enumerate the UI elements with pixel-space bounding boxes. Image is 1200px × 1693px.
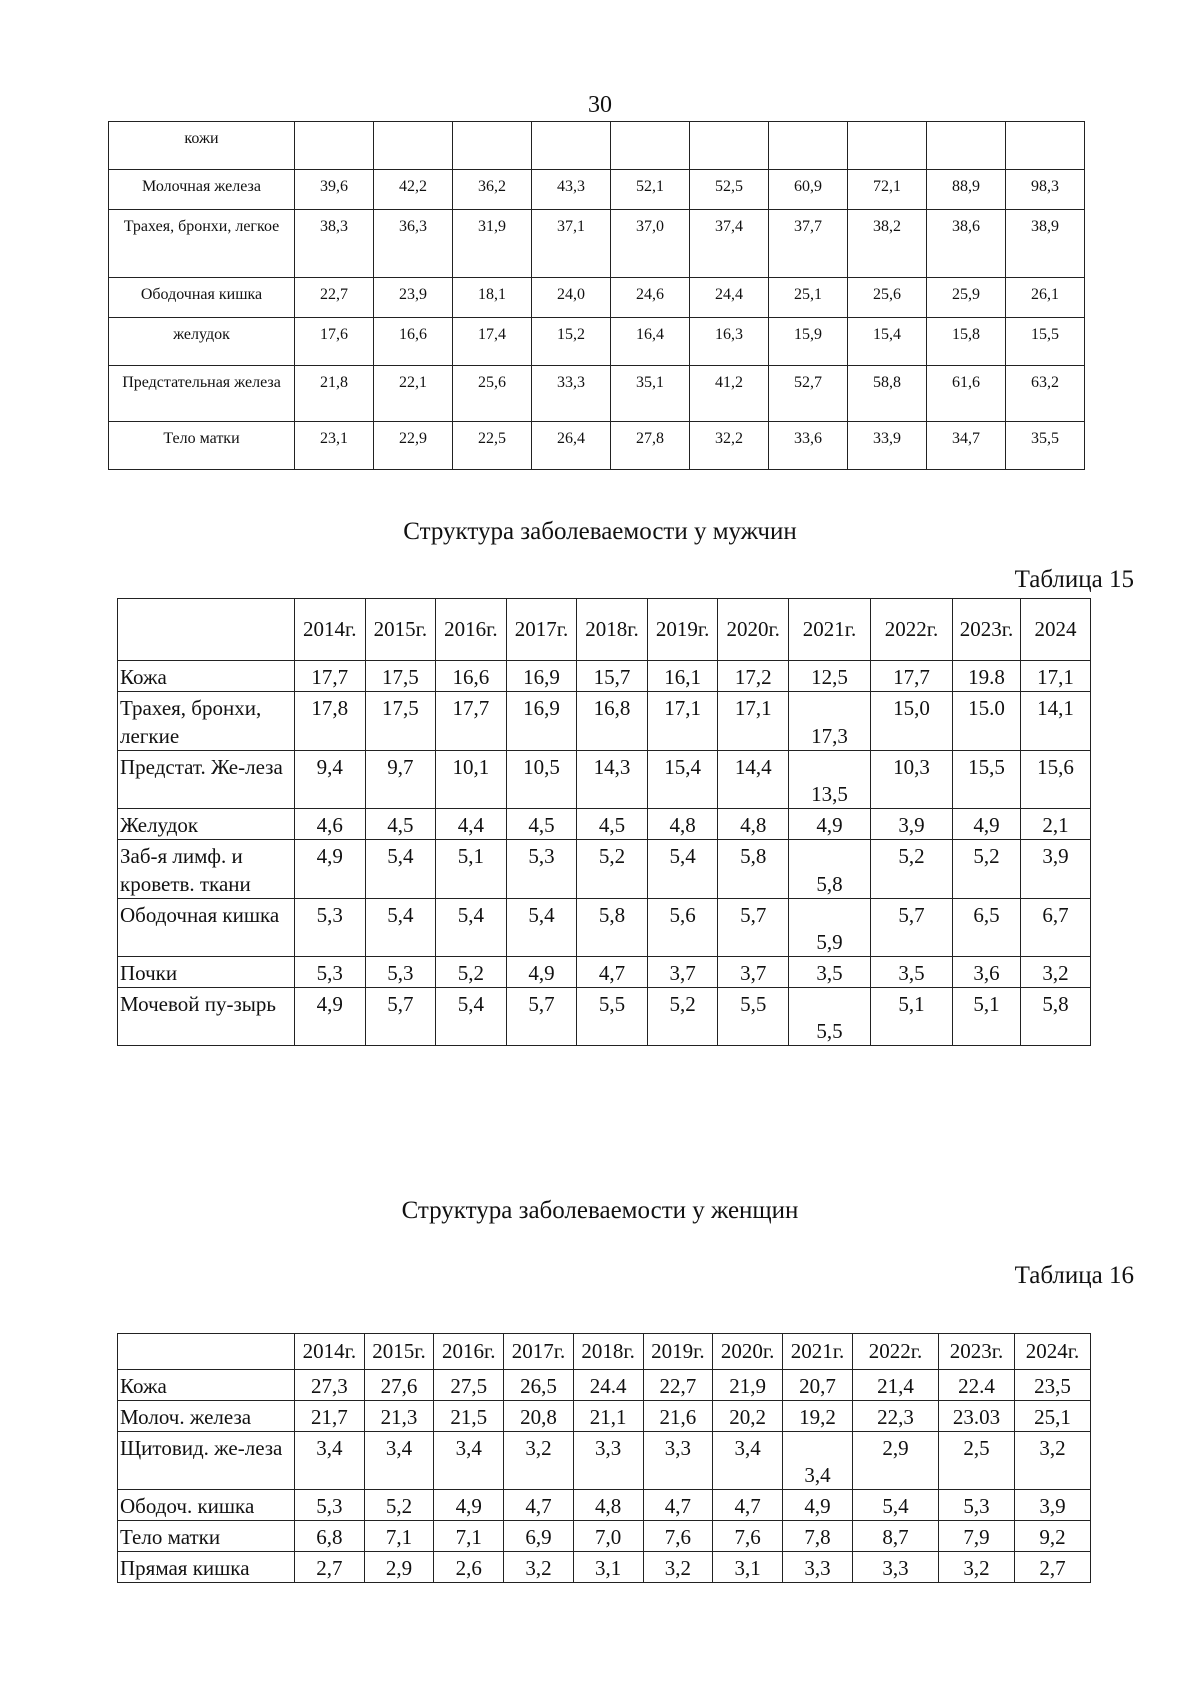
table-cell: 2,9 (853, 1432, 939, 1490)
header-corner (118, 599, 295, 661)
table-cell: 4,8 (647, 809, 718, 840)
women-table-number: Таблица 16 (1014, 1262, 1134, 1289)
men-table-number: Таблица 15 (1014, 566, 1134, 593)
table-cell: 58,8 (848, 366, 927, 422)
table-cell (848, 122, 927, 170)
women-table (117, 1333, 1091, 1583)
table-cell: 14,3 (577, 751, 648, 809)
table-cell: 5,4 (853, 1490, 939, 1521)
row-label: Молочная железа (109, 170, 295, 210)
table-cell: 34,7 (927, 422, 1006, 470)
table-cell: 9,4 (295, 751, 366, 809)
table-cell: 5,7 (506, 988, 577, 1046)
men-caption: Структура заболеваемости у мужчин (403, 518, 797, 545)
table-cell (1006, 122, 1085, 170)
table-cell: 15,5 (1006, 318, 1085, 366)
row-label: Предстат. Же-лезa (118, 751, 295, 809)
header-cell: 2023г. (939, 1334, 1015, 1370)
table-row (109, 122, 1085, 170)
table-cell: 5,2 (577, 840, 648, 899)
table-cell: 3,5 (789, 957, 871, 988)
table-cell: 3,7 (647, 957, 718, 988)
table-cell: 3,4 (364, 1432, 434, 1490)
table-cell: 24,6 (611, 278, 690, 318)
table-cell (690, 122, 769, 170)
table-cell: 21,1 (573, 1401, 643, 1432)
table-cell: 52,1 (611, 170, 690, 210)
table-cell: 5,3 (295, 899, 366, 957)
table-cell: 15,7 (577, 661, 648, 692)
table-cell: 5,3 (939, 1490, 1015, 1521)
row-label: Предстательная железа (109, 366, 295, 422)
table-cell: 5,7 (871, 899, 953, 957)
table-cell: 17,4 (453, 318, 532, 366)
table-cell: 4,5 (577, 809, 648, 840)
table-cell: 38,9 (1006, 210, 1085, 278)
table-cell: 37,1 (532, 210, 611, 278)
table-cell: 2,9 (364, 1552, 434, 1583)
table-cell: 22,7 (295, 278, 374, 318)
table-cell: 13,5 (789, 751, 871, 809)
table-top (108, 121, 1085, 470)
table-cell: 3,4 (434, 1432, 504, 1490)
table-cell: 22,1 (374, 366, 453, 422)
table-cell: 37,7 (769, 210, 848, 278)
table-cell: 3,7 (718, 957, 789, 988)
table-cell: 27,8 (611, 422, 690, 470)
table-cell: 15,5 (953, 751, 1021, 809)
table-cell: 17,7 (295, 661, 366, 692)
table-cell: 17,8 (295, 692, 366, 751)
table-cell: 16,9 (506, 692, 577, 751)
table-cell: 22.4 (939, 1370, 1015, 1401)
table-cell: 10,3 (871, 751, 953, 809)
table-cell: 7,1 (364, 1521, 434, 1552)
table-cell: 17,2 (718, 661, 789, 692)
table-row (118, 661, 1091, 692)
table-cell: 3,2 (504, 1432, 574, 1490)
table-cell: 15,6 (1021, 751, 1091, 809)
table-cell: 5,1 (953, 988, 1021, 1046)
table-cell: 35,5 (1006, 422, 1085, 470)
table-cell: 5,2 (953, 840, 1021, 899)
table-cell: 3,4 (783, 1432, 853, 1490)
table-cell: 4,7 (643, 1490, 713, 1521)
table-cell: 4,9 (506, 957, 577, 988)
table-row (118, 1432, 1091, 1490)
table-cell: 20,7 (783, 1370, 853, 1401)
table-cell: 25,6 (848, 278, 927, 318)
table-cell: 17,1 (647, 692, 718, 751)
header-cell: 2024 (1021, 599, 1091, 661)
table-cell: 42,2 (374, 170, 453, 210)
table-row (109, 278, 1085, 318)
table-cell: 3,4 (713, 1432, 783, 1490)
table-cell: 33,6 (769, 422, 848, 470)
header-cell: 2020г. (718, 599, 789, 661)
table-cell: 27,5 (434, 1370, 504, 1401)
table-cell: 21,7 (295, 1401, 365, 1432)
table-cell: 7,6 (713, 1521, 783, 1552)
table-cell: 5,5 (718, 988, 789, 1046)
table-cell: 21,6 (643, 1401, 713, 1432)
table-cell: 19.8 (953, 661, 1021, 692)
table-cell: 4,6 (295, 809, 366, 840)
table-cell: 3,9 (871, 809, 953, 840)
row-label: Кожа (118, 661, 295, 692)
table-cell: 6,8 (295, 1521, 365, 1552)
row-label: Молоч. железа (118, 1401, 295, 1432)
table-cell (453, 122, 532, 170)
table-row (118, 1552, 1091, 1583)
table-cell: 10,1 (436, 751, 507, 809)
table-cell: 15,0 (871, 692, 953, 751)
table-cell: 4,8 (718, 809, 789, 840)
table-cell: 2,7 (295, 1552, 365, 1583)
table-cell: 39,6 (295, 170, 374, 210)
header-cell: 2018г. (573, 1334, 643, 1370)
table-cell: 14,1 (1021, 692, 1091, 751)
table-row (118, 751, 1091, 809)
table-cell: 7,0 (573, 1521, 643, 1552)
header-cell: 2024г. (1015, 1334, 1091, 1370)
table-cell: 25,6 (453, 366, 532, 422)
table-cell (532, 122, 611, 170)
table-cell (295, 122, 374, 170)
table-cell: 3,1 (573, 1552, 643, 1583)
table-cell: 27,6 (364, 1370, 434, 1401)
header-cell: 2021г. (789, 599, 871, 661)
table-cell: 4,8 (573, 1490, 643, 1521)
table-cell: 16,1 (647, 661, 718, 692)
table-row (118, 1401, 1091, 1432)
table-cell: 36,2 (453, 170, 532, 210)
table-cell: 5,4 (365, 840, 436, 899)
row-label: Мочевой пу-зырь (118, 988, 295, 1046)
table-cell: 19,2 (783, 1401, 853, 1432)
table-cell: 4,7 (577, 957, 648, 988)
table-cell: 52,7 (769, 366, 848, 422)
table-cell: 5,5 (577, 988, 648, 1046)
table-cell: 4,7 (504, 1490, 574, 1521)
header-cell: 2022г. (871, 599, 953, 661)
table-cell: 15,8 (927, 318, 1006, 366)
table-cell: 25,9 (927, 278, 1006, 318)
table-cell: 5,7 (718, 899, 789, 957)
table-cell: 98,3 (1006, 170, 1085, 210)
row-label: Заб-я лимф. и кроветв. ткани (118, 840, 295, 899)
table-cell: 9,2 (1015, 1521, 1091, 1552)
table-cell: 7,9 (939, 1521, 1015, 1552)
table-cell: 5,4 (506, 899, 577, 957)
table-cell: 6,7 (1021, 899, 1091, 957)
table-cell (611, 122, 690, 170)
table-cell: 24,4 (690, 278, 769, 318)
table-cell: 2,7 (1015, 1552, 1091, 1583)
table-cell: 60,9 (769, 170, 848, 210)
table-cell: 16,6 (374, 318, 453, 366)
table-cell (769, 122, 848, 170)
table-cell: 41,2 (690, 366, 769, 422)
table-cell: 23.03 (939, 1401, 1015, 1432)
table-cell: 26,1 (1006, 278, 1085, 318)
header-cell: 2022г. (853, 1334, 939, 1370)
row-label: Ободоч. кишка (118, 1490, 295, 1521)
table-cell: 17,3 (789, 692, 871, 751)
table-cell: 15,2 (532, 318, 611, 366)
table-cell: 16,6 (436, 661, 507, 692)
table-row (118, 1521, 1091, 1552)
table-cell (927, 122, 1006, 170)
table-cell: 15,9 (769, 318, 848, 366)
table-cell: 4,9 (295, 840, 366, 899)
table-cell: 2,1 (1021, 809, 1091, 840)
header-cell: 2017г. (504, 1334, 574, 1370)
table-cell: 3,3 (783, 1552, 853, 1583)
table-cell: 36,3 (374, 210, 453, 278)
table-row (109, 422, 1085, 470)
table-cell: 32,2 (690, 422, 769, 470)
table-cell: 52,5 (690, 170, 769, 210)
table-cell: 4,9 (953, 809, 1021, 840)
row-label: Тело матки (109, 422, 295, 470)
men-table (117, 598, 1091, 1046)
table-cell: 21,3 (364, 1401, 434, 1432)
table-cell: 25,1 (1015, 1401, 1091, 1432)
table-cell: 10,5 (506, 751, 577, 809)
table-cell: 88,9 (927, 170, 1006, 210)
table-cell: 2,5 (939, 1432, 1015, 1490)
table-cell: 4,9 (783, 1490, 853, 1521)
table-cell: 25,1 (769, 278, 848, 318)
table-row (109, 366, 1085, 422)
table-cell: 5,9 (789, 899, 871, 957)
table-cell: 15,4 (647, 751, 718, 809)
table-cell: 3,3 (853, 1552, 939, 1583)
header-cell: 2019г. (647, 599, 718, 661)
table-cell: 3,2 (1015, 1432, 1091, 1490)
table-row (118, 899, 1091, 957)
table-cell: 3,2 (1021, 957, 1091, 988)
table-cell: 16,8 (577, 692, 648, 751)
table-cell: 5,4 (436, 988, 507, 1046)
table-cell: 4,7 (713, 1490, 783, 1521)
row-label: Прямая кишка (118, 1552, 295, 1583)
women-caption: Структура заболеваемости у женщин (401, 1197, 799, 1224)
row-label: кожи (109, 122, 295, 170)
table-cell: 22,5 (453, 422, 532, 470)
table-cell: 22,7 (643, 1370, 713, 1401)
table-cell: 3,2 (939, 1552, 1015, 1583)
table-cell: 17,6 (295, 318, 374, 366)
table-cell: 17,7 (436, 692, 507, 751)
row-label: желудок (109, 318, 295, 366)
table-cell: 63,2 (1006, 366, 1085, 422)
row-label: Кожа (118, 1370, 295, 1401)
table-cell: 12,5 (789, 661, 871, 692)
table-cell: 5,3 (365, 957, 436, 988)
header-cell: 2021г. (783, 1334, 853, 1370)
table-cell: 26,4 (532, 422, 611, 470)
header-cell: 2016г. (436, 599, 507, 661)
table-cell: 15,4 (848, 318, 927, 366)
table-cell: 4,9 (789, 809, 871, 840)
table-cell: 17,1 (718, 692, 789, 751)
row-label: Трахея, бронхи, легкое (109, 210, 295, 278)
table-cell: 23,5 (1015, 1370, 1091, 1401)
table-cell: 20,2 (713, 1401, 783, 1432)
table-cell: 24.4 (573, 1370, 643, 1401)
table-row (109, 210, 1085, 278)
table-cell: 2,6 (434, 1552, 504, 1583)
row-label: Ободочная кишка (118, 899, 295, 957)
table-row (109, 318, 1085, 366)
table-cell: 5,5 (789, 988, 871, 1046)
page-number: 30 (588, 92, 612, 118)
row-label: Желудок (118, 809, 295, 840)
table-cell: 31,9 (453, 210, 532, 278)
table-row (118, 988, 1091, 1046)
table-cell: 5,8 (789, 840, 871, 899)
table-cell: 37,0 (611, 210, 690, 278)
table-cell: 61,6 (927, 366, 1006, 422)
table-cell: 35,1 (611, 366, 690, 422)
table-row (118, 809, 1091, 840)
table-cell: 3,9 (1015, 1490, 1091, 1521)
table-cell: 24,0 (532, 278, 611, 318)
header-cell: 2018г. (577, 599, 648, 661)
table-row (118, 692, 1091, 751)
table-cell: 18,1 (453, 278, 532, 318)
table-cell: 4,4 (436, 809, 507, 840)
header-corner (118, 1334, 295, 1370)
header-cell: 2014г. (295, 599, 366, 661)
table-cell: 5,6 (647, 899, 718, 957)
table-cell: 5,2 (364, 1490, 434, 1521)
table-cell: 5,7 (365, 988, 436, 1046)
table-cell: 33,9 (848, 422, 927, 470)
table-cell: 27,3 (295, 1370, 365, 1401)
table-cell: 21,5 (434, 1401, 504, 1432)
table-cell: 16,3 (690, 318, 769, 366)
table-cell: 4,9 (295, 988, 366, 1046)
table-cell: 38,6 (927, 210, 1006, 278)
table-cell: 5,8 (718, 840, 789, 899)
table-cell: 15.0 (953, 692, 1021, 751)
table-cell: 23,1 (295, 422, 374, 470)
table-row (118, 1370, 1091, 1401)
table-cell: 3,2 (643, 1552, 713, 1583)
table-cell: 3,4 (295, 1432, 365, 1490)
table-cell: 3,1 (713, 1552, 783, 1583)
table-cell: 5,1 (436, 840, 507, 899)
row-label: Почки (118, 957, 295, 988)
table-cell (374, 122, 453, 170)
table-cell: 6,9 (504, 1521, 574, 1552)
table-cell: 14,4 (718, 751, 789, 809)
table-cell: 33,3 (532, 366, 611, 422)
table-cell: 43,3 (532, 170, 611, 210)
header-cell: 2015г. (364, 1334, 434, 1370)
row-label: Щитовид. же-леза (118, 1432, 295, 1490)
table-cell: 5,2 (436, 957, 507, 988)
table-cell: 5,8 (577, 899, 648, 957)
table-cell: 3,9 (1021, 840, 1091, 899)
table-cell: 23,9 (374, 278, 453, 318)
table-row (118, 1490, 1091, 1521)
table-cell: 3,5 (871, 957, 953, 988)
table-cell: 22,9 (374, 422, 453, 470)
header-cell: 2017г. (506, 599, 577, 661)
table-cell: 17,5 (365, 661, 436, 692)
table-cell: 9,7 (365, 751, 436, 809)
table-cell: 72,1 (848, 170, 927, 210)
table-cell: 5,4 (365, 899, 436, 957)
table-cell: 17,1 (1021, 661, 1091, 692)
table-row (118, 840, 1091, 899)
table-cell: 5,4 (647, 840, 718, 899)
table-cell: 17,7 (871, 661, 953, 692)
table-cell: 37,4 (690, 210, 769, 278)
table-cell: 5,4 (436, 899, 507, 957)
row-label: Трахея, бронхи, легкие (118, 692, 295, 751)
table-cell: 20,8 (504, 1401, 574, 1432)
table-cell: 4,5 (506, 809, 577, 840)
table-cell: 38,3 (295, 210, 374, 278)
table-cell: 5,3 (295, 1490, 365, 1521)
header-cell: 2020г. (713, 1334, 783, 1370)
table-cell: 4,9 (434, 1490, 504, 1521)
table-cell: 21,4 (853, 1370, 939, 1401)
table-cell: 3,3 (643, 1432, 713, 1490)
table-cell: 16,4 (611, 318, 690, 366)
row-label: Тело матки (118, 1521, 295, 1552)
table-cell: 38,2 (848, 210, 927, 278)
table-row (109, 170, 1085, 210)
header-cell: 2014г. (295, 1334, 365, 1370)
table-cell: 16,9 (506, 661, 577, 692)
header-cell: 2019г. (643, 1334, 713, 1370)
table-cell: 5,2 (871, 840, 953, 899)
table-cell: 26,5 (504, 1370, 574, 1401)
table-cell: 5,3 (506, 840, 577, 899)
table-cell: 6,5 (953, 899, 1021, 957)
table-cell: 4,5 (365, 809, 436, 840)
header-cell: 2016г. (434, 1334, 504, 1370)
table-cell: 3,2 (504, 1552, 574, 1583)
table-cell: 21,8 (295, 366, 374, 422)
table-cell: 8,7 (853, 1521, 939, 1552)
table-cell: 21,9 (713, 1370, 783, 1401)
table-row (118, 957, 1091, 988)
table-cell: 5,2 (647, 988, 718, 1046)
table-cell: 5,8 (1021, 988, 1091, 1046)
header-cell: 2015г. (365, 599, 436, 661)
table-cell: 17,5 (365, 692, 436, 751)
table-cell: 3,6 (953, 957, 1021, 988)
table-cell: 5,1 (871, 988, 953, 1046)
table-cell: 5,3 (295, 957, 366, 988)
table-cell: 7,6 (643, 1521, 713, 1552)
header-cell: 2023г. (953, 599, 1021, 661)
table-cell: 7,8 (783, 1521, 853, 1552)
table-cell: 3,3 (573, 1432, 643, 1490)
table-cell: 22,3 (853, 1401, 939, 1432)
table-cell: 7,1 (434, 1521, 504, 1552)
row-label: Ободочная кишка (109, 278, 295, 318)
